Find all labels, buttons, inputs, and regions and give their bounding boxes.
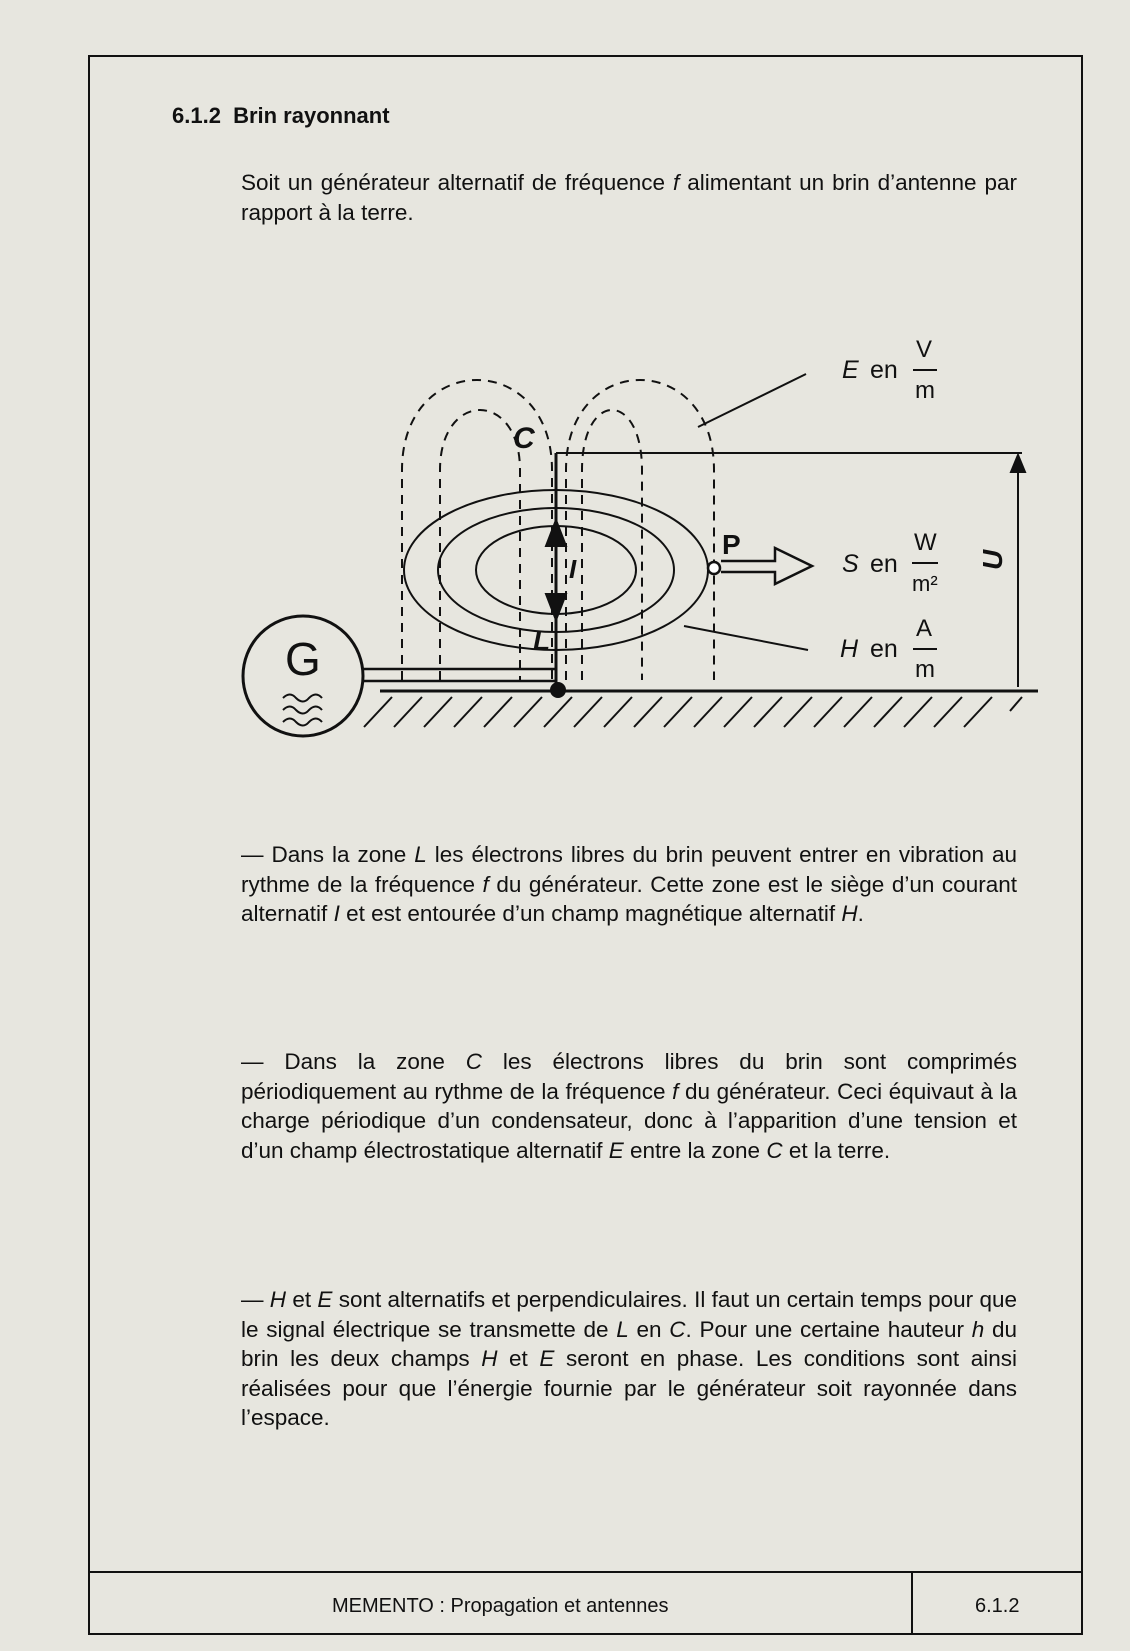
footer-page-number: 6.1.2 <box>975 1595 1020 1617</box>
text-run: Soit un générateur alternatif de fréquence <box>241 170 674 195</box>
unit-h-num: A <box>916 615 933 642</box>
symbol-f: f <box>673 170 680 195</box>
unit-e-den: m <box>915 377 935 404</box>
symbol-l: L <box>414 842 427 867</box>
symbol-h: H <box>269 1287 287 1312</box>
text-run: — Dans la zone <box>241 1049 466 1074</box>
text-run: du générateur. Cette zone est le siège d’un courant alternatif <box>241 871 1017 926</box>
unit-s-symbol: S <box>842 550 859 578</box>
unit-h-den: m <box>915 656 935 683</box>
text-run: . Pour une certaine hauteur <box>685 1316 972 1342</box>
unit-h-symbol: H <box>840 635 859 663</box>
symbol-i: I <box>333 901 340 926</box>
footer-divider <box>88 1571 1083 1573</box>
footer-title: MEMENTO : Propagation et antennes <box>332 1595 669 1617</box>
text-run: du générateur. Ceci équivaut à la charge périodique d’un condensateur, donc à l’apparition d’une tension et d’un champ électrostatique alternatif <box>241 1078 1017 1163</box>
symbol-h: H <box>481 1346 498 1371</box>
text-run: — Dans la zone <box>241 842 415 867</box>
symbol-e: E <box>317 1287 333 1312</box>
leader-e <box>698 374 806 427</box>
symbol-h: H <box>841 901 858 926</box>
symbol-c: C <box>766 1137 783 1163</box>
section-number: 6.1.2 <box>172 103 221 128</box>
label-l: L <box>533 625 551 656</box>
paragraph-zone-c <box>241 1047 1017 1165</box>
label-i: I <box>569 554 577 584</box>
text-run: les électrons libres du brin sont comprimés périodiquement au rythme de la fréquence <box>241 1049 1017 1104</box>
text-run: du brin les deux champs <box>241 1316 1018 1371</box>
symbol-e: E <box>539 1346 555 1371</box>
text-run: — <box>241 1287 270 1312</box>
text-run: les électrons libres du brin peuvent entrer en vibration au rythme de la fréquence <box>241 842 1017 897</box>
symbol-f: f <box>672 1078 679 1104</box>
label-g: G <box>285 633 321 685</box>
text-run: et <box>286 1287 318 1312</box>
unit-s-num: W <box>914 529 937 556</box>
paragraph-zone-l <box>241 840 1017 929</box>
current-arrow-down <box>546 594 566 620</box>
paragraph-h-e-phase <box>241 1285 1017 1433</box>
text-run: et <box>497 1346 540 1371</box>
section-title: Brin rayonnant <box>233 103 390 128</box>
symbol-e: E <box>608 1137 624 1163</box>
current-arrow-up <box>546 520 566 546</box>
symbol-f: f <box>482 871 489 897</box>
text-run: seront en phase. Les conditions sont ainsi réalisées pour que l’énergie fournie par le générateur soit rayonnée dans l’espace. <box>241 1346 1017 1430</box>
text-run: entre la zone <box>623 1137 767 1163</box>
text-run: sont alternatifs et perpendiculaires. Il faut un certain temps pour que le signal électrique se transmette de <box>241 1287 1017 1342</box>
text-run: . <box>857 901 864 926</box>
generator-wave-1 <box>283 695 322 702</box>
label-u: U <box>977 549 1008 570</box>
point-p <box>708 562 720 574</box>
label-p: P <box>722 529 741 560</box>
unit-s-en: en <box>870 550 898 578</box>
text-run: en <box>628 1316 670 1342</box>
label-c: C <box>513 422 535 455</box>
u-arrow-head <box>1011 455 1025 472</box>
symbol-c: C <box>465 1049 483 1074</box>
unit-e-num: V <box>916 336 933 363</box>
text-run: et est entourée d’un champ magnétique alternatif <box>339 901 842 926</box>
footer-separator <box>911 1571 913 1635</box>
text-run: et la terre. <box>782 1137 891 1163</box>
unit-h-en: en <box>870 635 898 663</box>
feed-point <box>550 682 566 698</box>
leader-h <box>684 626 808 650</box>
symbol-h-height: h <box>971 1316 985 1342</box>
antenna-field-diagram <box>0 0 1130 780</box>
text-run: alimentant un brin d’antenne par rapport à la terre. <box>241 170 1017 225</box>
generator-wave-3 <box>283 719 322 726</box>
unit-e-symbol: E <box>842 356 859 384</box>
symbol-l: L <box>616 1316 629 1342</box>
ground-hatching <box>364 697 1022 727</box>
unit-e-en: en <box>870 356 898 384</box>
symbol-c: C <box>669 1316 686 1342</box>
unit-s-den: m² <box>912 571 938 596</box>
generator-wave-2 <box>283 707 322 714</box>
